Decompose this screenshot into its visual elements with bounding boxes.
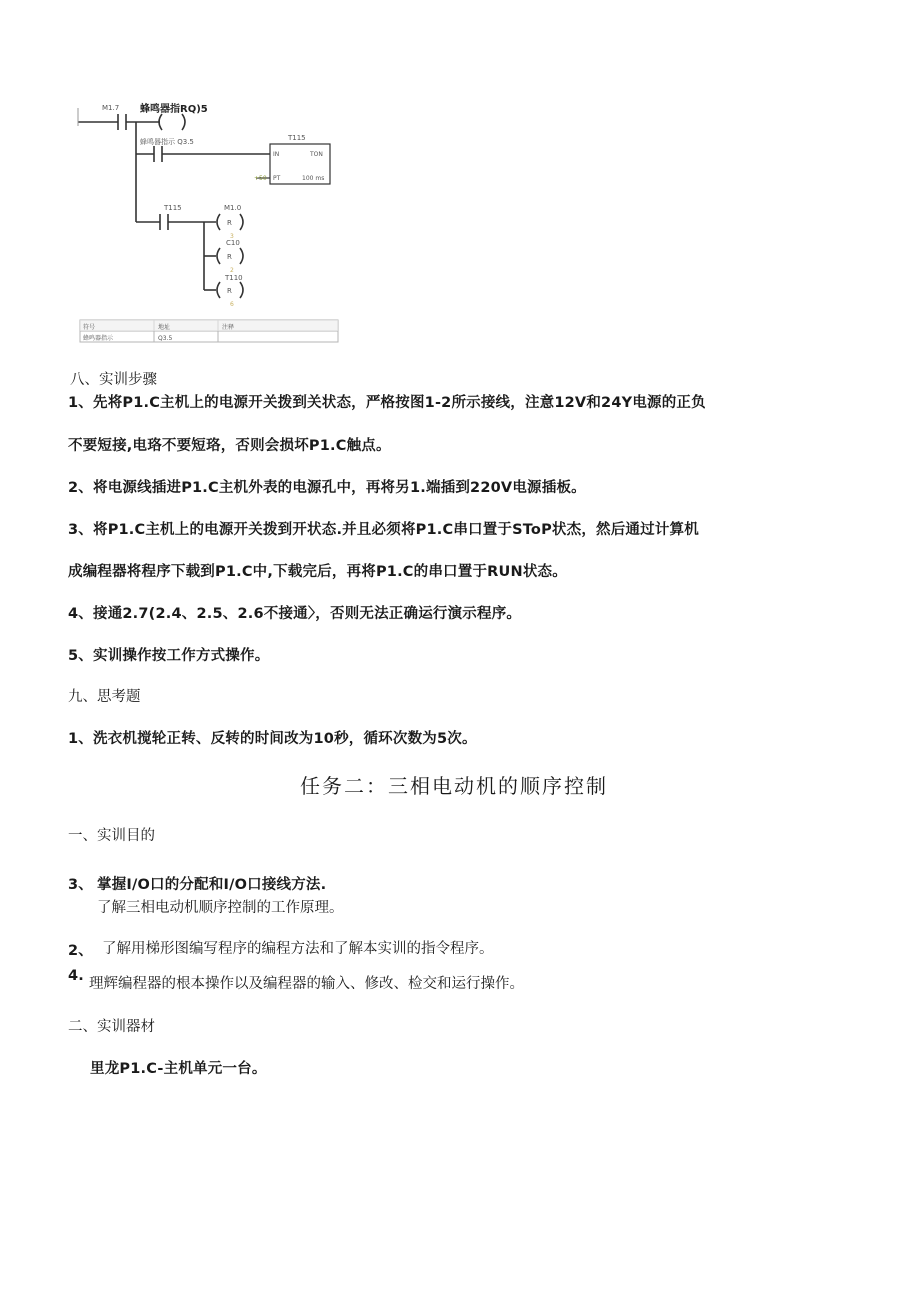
contact-m17-label: M1.7 xyxy=(102,104,120,112)
objective-4-number: 4. xyxy=(68,968,84,984)
reset3-addr: T110 xyxy=(225,274,243,282)
step-2: 2、将电源线插进P1.C主机外表的电源孔中，再将另1.端插到220V电源插板。 xyxy=(68,480,586,496)
step-1-line-1: 1、先将P1.C主机上的电源开关拨到关状态，严格按图1-2所示接线，注意12V和24Y电源的正负 xyxy=(68,395,706,411)
step-5: 5、实训操作按工作方式操作。 xyxy=(68,648,270,664)
step-3-line-1: 3、将P1.C主机上的电源开关拨到开状态.并且必须将P1.C串口置于SToP状杰，然后通过计算机 xyxy=(68,522,699,538)
section8-heading: 八、实训步骤 xyxy=(70,372,157,388)
ladder-diagram xyxy=(70,98,340,346)
reset2-addr: C10 xyxy=(226,239,240,247)
step-4: 4、接通2.7(2.4、2.5、2.6不接通〉，否则无法正确运行演示程序。 xyxy=(68,606,522,622)
section9-heading: 九、思考题 xyxy=(68,689,141,705)
reset1-count: 3 xyxy=(230,233,234,240)
symtable-h1: 符号 xyxy=(83,324,96,331)
timer-in: IN xyxy=(273,151,280,158)
equipment-heading: 二、实训器材 xyxy=(68,1019,155,1035)
timer-pt: PT xyxy=(273,175,281,182)
reset1-letter: R xyxy=(227,219,232,227)
symtable-h3: 注释 xyxy=(222,324,235,331)
reset2-letter: R xyxy=(227,253,232,261)
step-3-line-2: 成编程器将程序下载到P1.C中,下载完后，再将P1.C的串口置于RUN状态。 xyxy=(68,564,567,580)
objective-3-number: 3、 xyxy=(68,877,93,893)
reset2-count: 2 xyxy=(230,267,234,274)
objective-3-text: 掌握I/O口的分配和I/O口接线方法. xyxy=(97,877,327,893)
reset1-addr: M1.0 xyxy=(224,204,242,212)
task2-title: 任务二：三相电动机的顺序控制 xyxy=(300,774,608,798)
equipment-item-1: 里龙P1.C-主机单元一台。 xyxy=(90,1061,267,1077)
reset3-count: 6 xyxy=(230,301,234,308)
contact3-label: T115 xyxy=(164,204,182,212)
timer-pt-value: +50 xyxy=(254,175,267,182)
timer-base: 100 ms xyxy=(302,175,325,182)
objective-3-line-2: 了解三相电动机顺序控制的工作原理。 xyxy=(97,900,344,916)
objectives-heading: 一、实训目的 xyxy=(68,828,155,844)
symtable-r1: 蜂鸣器指示 xyxy=(83,335,114,342)
coil1-label: 蜂鸣器指RQ)5 xyxy=(140,104,208,115)
timer-name: T115 xyxy=(288,134,306,142)
objective-2-number: 2、 xyxy=(68,943,93,959)
symtable-h2: 地址 xyxy=(158,324,171,331)
contact2-label: 蜂鸣器指示 Q3.5 xyxy=(140,138,194,146)
step-1-line-2: 不要短接,电珞不要短珞，否则会损坏P1.C触点。 xyxy=(68,438,391,454)
objective-4-text: 理辉编程器的根本操作以及编程器的输入、修改、检交和运行操作。 xyxy=(89,976,524,992)
symtable-r2: Q3.5 xyxy=(158,335,173,342)
reset3-letter: R xyxy=(227,287,232,295)
objective-2-text: 了解用梯形图编写程序的编程方法和了解本实训的指令程序。 xyxy=(102,941,494,957)
timer-type: TON xyxy=(310,151,323,158)
question-1: 1、洗衣机搅轮正转、反转的时间改为10秒，循环次数为5次。 xyxy=(68,731,477,747)
